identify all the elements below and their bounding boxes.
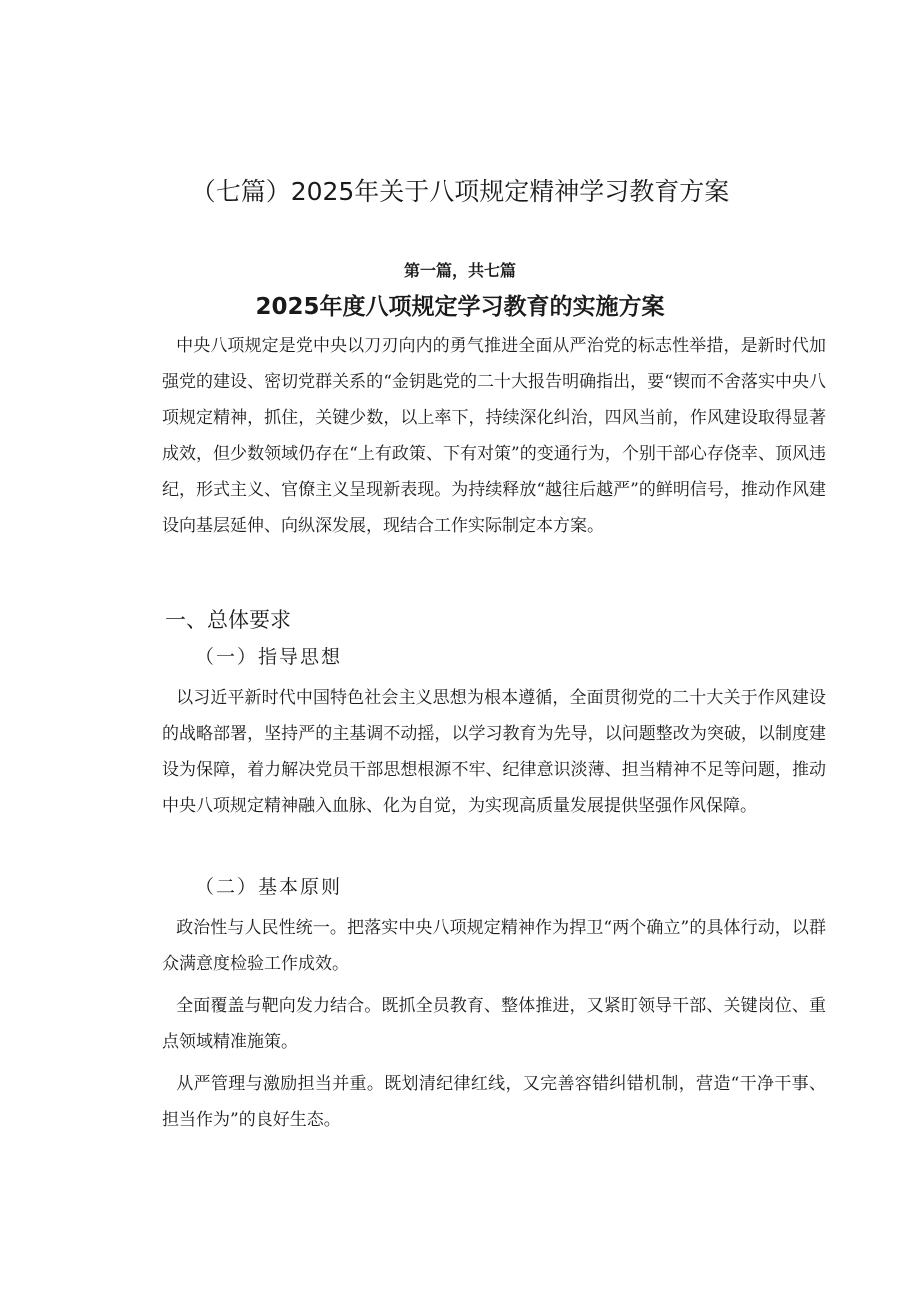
subsection-heading-guiding-ideology: （一）指导思想 bbox=[195, 646, 343, 668]
intro-text: 中央八项规定是党中央以刀刃向内的勇气推进全面从严治党的标志性举措，是新时代加强党的建设、密切党群关系的“金钥匙党的二十大报告明确指出，要“锲而不舍落实中央八项规定精神，抓住，关键少数，以上率下，持续深化纠治，四风当前，作风建设取得显著成效，但少数领域仍存在“上有政策、下有对策”的变通行为，个别干部心存侥幸、顶风违纪，形式主义、官僚主义呈现新表现。为持续释放“越往后越严”的鲜明信号，推动作风建设向基层延伸、向纵深发展，现结合工作实际制定本方案。 bbox=[162, 336, 826, 536]
principle-paragraph-2 bbox=[162, 988, 826, 1060]
principle-paragraph-1 bbox=[162, 910, 826, 982]
section-title: 2025年度八项规定学习教育的实施方案 bbox=[255, 294, 665, 320]
part-label: 第一篇，共七篇 bbox=[403, 261, 516, 280]
guiding-ideology-text: 以习近平新时代中国特色社会主义思想为根本遵循，全面贯彻党的二十大关于作风建设的战略部署，坚持严的主基调不动摇，以学习教育为先导，以问题整改为突破，以制度建设为保障，着力解决党员干部思想根源不牢、纪律意识淡薄、担当精神不足等问题，推动中央八项规定精神融入血脉、化为自觉，为实现高质量发展提供坚强作风保障。 bbox=[162, 688, 826, 816]
principle-paragraph-3 bbox=[162, 1066, 826, 1138]
principle-text-1: 政治性与人民性统一。把落实中央八项规定精神作为捍卫“两个确立”的具体行动，以群众满意度检验工作成效。 bbox=[162, 918, 826, 974]
guiding-ideology-paragraph bbox=[162, 680, 826, 824]
subsection-heading-basic-principles: （二）基本原则 bbox=[195, 876, 343, 898]
principle-text-3: 从严管理与激励担当并重。既划清纪律红线，又完善容错纠错机制，营造“干净干事、担当作为”的良好生态。 bbox=[162, 1074, 826, 1130]
principle-text-2: 全面覆盖与靶向发力结合。既抓全员教育、整体推进，又紧盯领导干部、关键岗位、重点领域精准施策。 bbox=[162, 996, 826, 1052]
intro-paragraph bbox=[162, 328, 826, 544]
document-title: （七篇）2025年关于八项规定精神学习教育方案 bbox=[190, 177, 730, 206]
section-heading-general-requirements: 一、总体要求 bbox=[165, 608, 291, 632]
